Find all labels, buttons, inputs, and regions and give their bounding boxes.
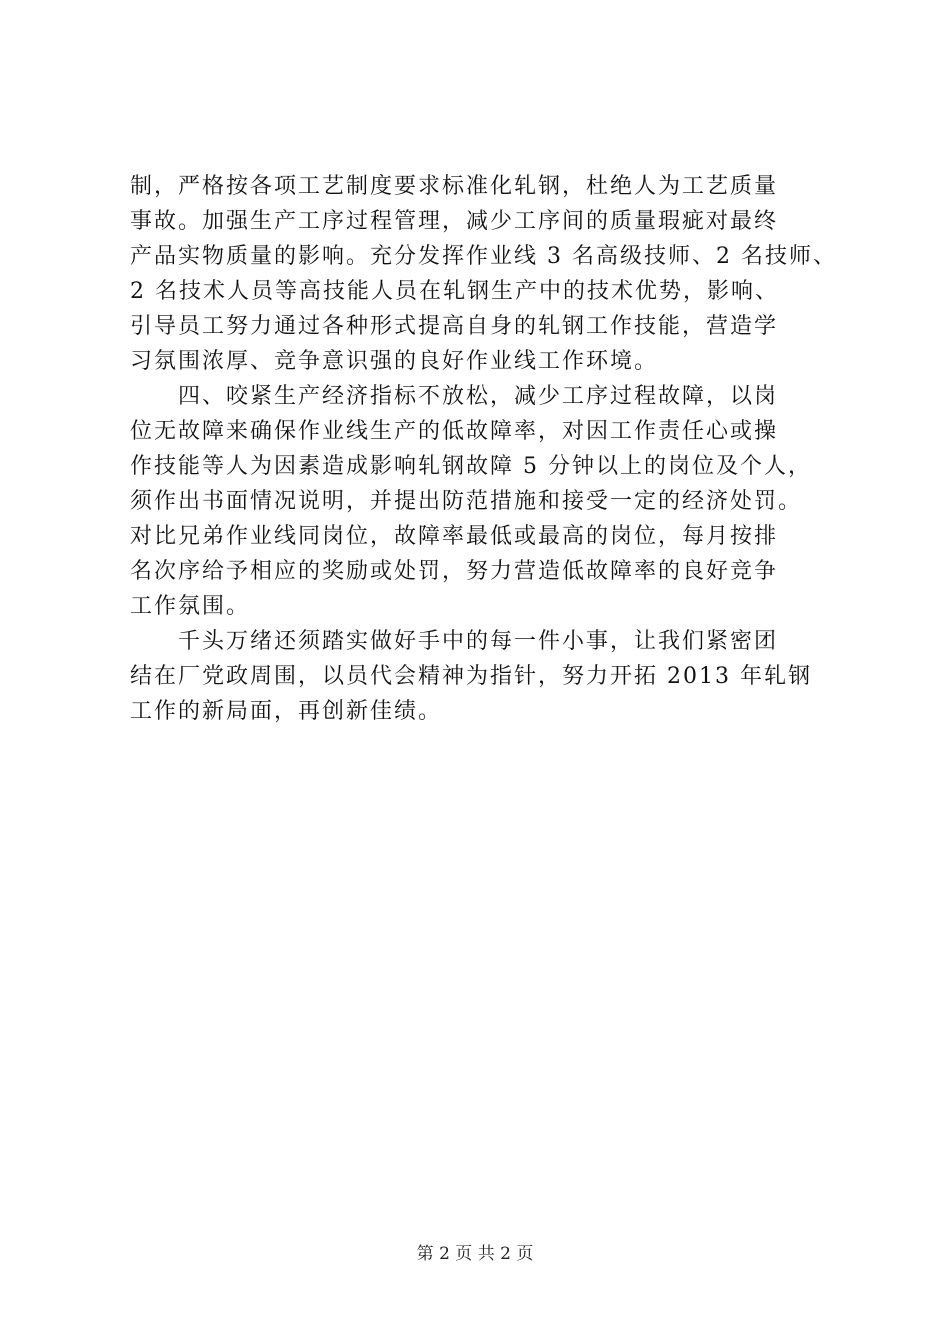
text-line: 引导员工努力通过各种形式提高自身的轧钢工作技能，营造学 xyxy=(130,314,779,339)
text-line: 习氛围浓厚、竞争意识强的良好作业线工作环境。 xyxy=(130,349,659,374)
text-line: 事故。加强生产工序过程管理，减少工序间的质量瑕疵对最终 xyxy=(130,209,779,234)
text-line: 工作氛围。 xyxy=(130,594,251,619)
text-line: 工作的新局面，再创新佳绩。 xyxy=(130,699,443,724)
text-line: 位无故障来确保作业线生产的低故障率，对因工作责任心或操 xyxy=(130,419,779,444)
text-line: 2 名技术人员等高技能人员在轧钢生产中的技术优势，影响、 xyxy=(130,279,779,304)
text-line: 制，严格按各项工艺制度要求标准化轧钢，杜绝人为工艺质量 xyxy=(130,174,779,199)
text-line: 对比兄弟作业线同岗位，故障率最低或最高的岗位，每月按排 xyxy=(130,524,779,549)
text-line: 千头万绪还须踏实做好手中的每一件小事，让我们紧密团 xyxy=(130,629,779,654)
text-line: 作技能等人为因素造成影响轧钢故障 5 分钟以上的岗位及个人， xyxy=(130,454,812,479)
text-line: 产品实物质量的影响。充分发挥作业线 3 名高级技师、2 名技师、 xyxy=(130,244,837,269)
text-line: 四、咬紧生产经济指标不放松，减少工序过程故障，以岗 xyxy=(130,384,779,409)
text-line: 结在厂党政周围，以员代会精神为指针，努力开拓 2013 年轧钢 xyxy=(130,664,812,689)
text-line: 须作出书面情况说明，并提出防范措施和接受一定的经济处罚。 xyxy=(130,489,803,514)
page-number-footer: 第 2 页 共 2 页 xyxy=(416,1244,534,1264)
document-body xyxy=(130,169,850,729)
text-line: 名次序给予相应的奖励或处罚，努力营造低故障率的良好竞争 xyxy=(130,559,779,584)
